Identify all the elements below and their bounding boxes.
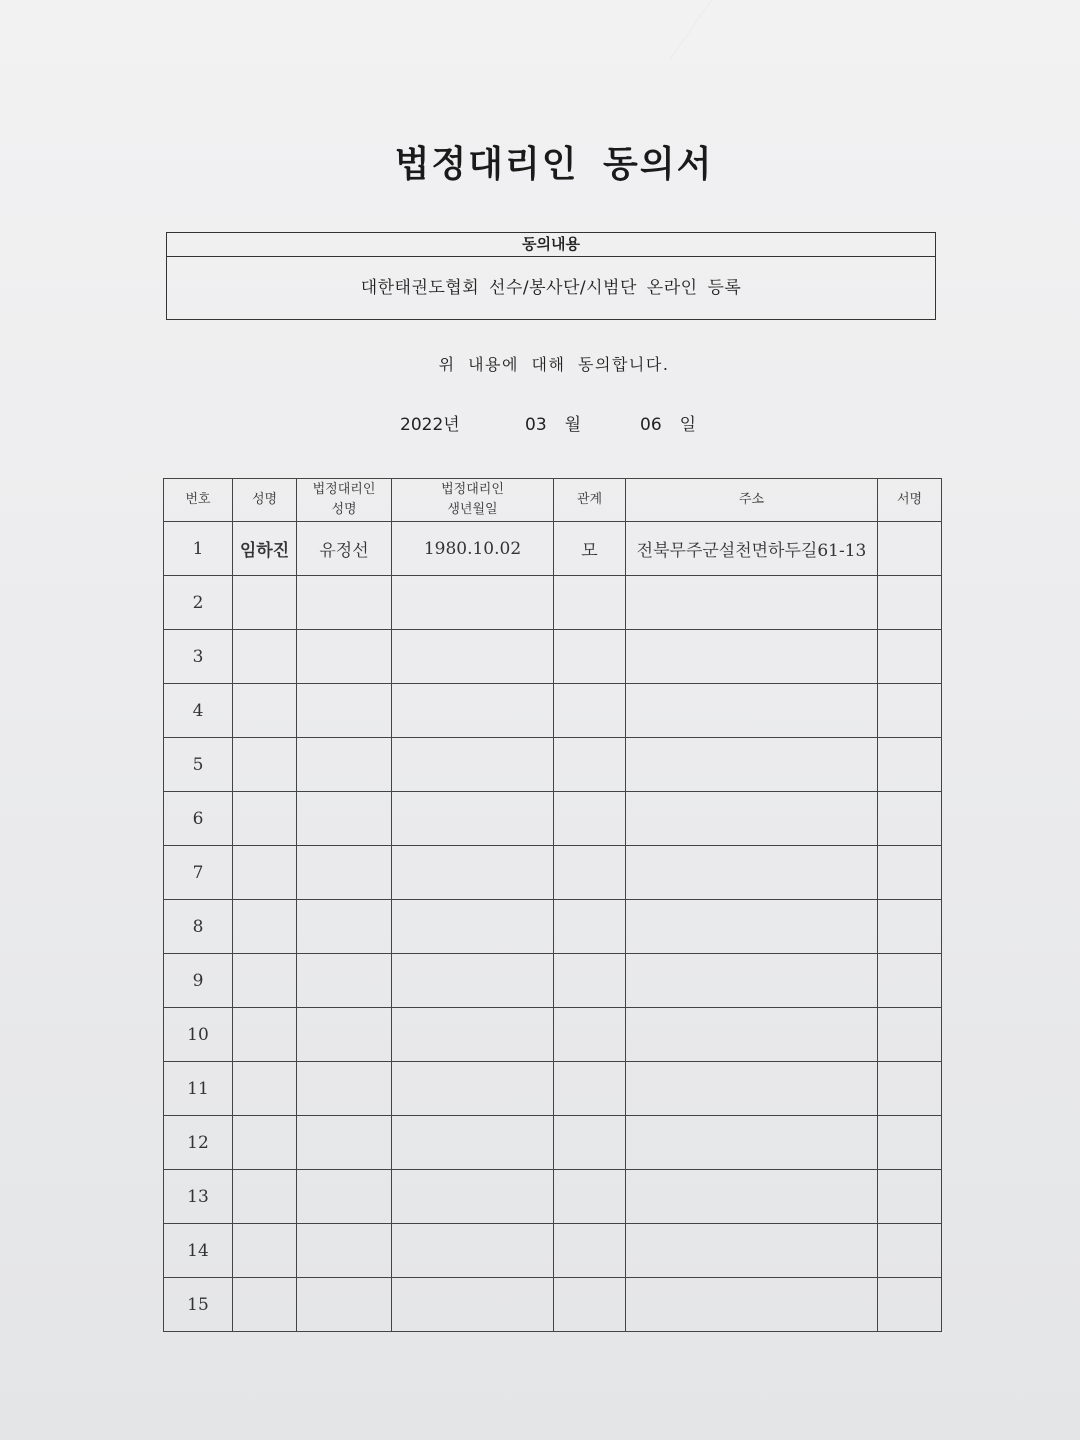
cell-relation [554, 1170, 626, 1224]
table-row [164, 738, 942, 792]
table-body [164, 522, 942, 1332]
cell-rep-name [297, 630, 392, 684]
cell-signature [878, 1116, 942, 1170]
cell-number: 13 [164, 1170, 233, 1224]
cell-address: 전북무주군설천면하두길61-13 [626, 522, 878, 576]
cell-number: 5 [164, 738, 233, 792]
cell-signature [878, 1170, 942, 1224]
cell-rep-birth [392, 900, 554, 954]
cell-rep-name [297, 792, 392, 846]
cell-number: 11 [164, 1062, 233, 1116]
header-rep-name [297, 479, 392, 522]
cell-rep-birth [392, 846, 554, 900]
table-row [164, 1062, 942, 1116]
cell-rep-birth [392, 1278, 554, 1332]
header-address: 주소 [626, 479, 878, 522]
cell-name: 임하진 [233, 522, 297, 576]
cell-rep-name [297, 1116, 392, 1170]
cell-address [626, 738, 878, 792]
header-rep-birth-line2: 생년월일 [447, 502, 498, 517]
cell-signature [878, 1008, 942, 1062]
table-header-row [164, 479, 942, 522]
cell-rep-name [297, 738, 392, 792]
cell-relation: 모 [554, 522, 626, 576]
cell-signature [878, 1062, 942, 1116]
cell-rep-name [297, 576, 392, 630]
cell-number: 6 [164, 792, 233, 846]
cell-signature [878, 522, 942, 576]
consent-content-text: 대한태권도협회 선수/봉사단/시범단 온라인 등록 [360, 278, 742, 298]
cell-address [626, 792, 878, 846]
cell-relation [554, 792, 626, 846]
cell-relation [554, 1116, 626, 1170]
date-month-value: 03 [525, 415, 547, 435]
header-rep-name-line1: 법정대리인 [312, 482, 376, 497]
cell-signature [878, 900, 942, 954]
cell-relation [554, 1008, 626, 1062]
table-row [164, 1224, 942, 1278]
cell-name [233, 900, 297, 954]
table-row [164, 1170, 942, 1224]
cell-signature [878, 738, 942, 792]
table-row [164, 522, 942, 576]
cell-signature [878, 846, 942, 900]
cell-number: 14 [164, 1224, 233, 1278]
cell-rep-name: 유정선 [297, 522, 392, 576]
cell-address [626, 1170, 878, 1224]
date-day [640, 410, 696, 435]
cell-rep-birth [392, 738, 554, 792]
cell-rep-name [297, 900, 392, 954]
cell-relation [554, 684, 626, 738]
cell-relation [554, 900, 626, 954]
cell-rep-name [297, 1224, 392, 1278]
representative-table [163, 478, 942, 1332]
header-rep-birth-line1: 법정대리인 [441, 482, 504, 497]
cell-address [626, 846, 878, 900]
cell-signature [878, 1224, 942, 1278]
header-rep-birth [392, 479, 554, 522]
cell-rep-birth [392, 576, 554, 630]
cell-name [233, 684, 297, 738]
cell-signature [878, 954, 942, 1008]
agreement-statement: 위 내용에 대해 동의합니다. [438, 355, 670, 374]
cell-relation [554, 1224, 626, 1278]
cell-address [626, 1062, 878, 1116]
cell-relation [554, 846, 626, 900]
table-row [164, 630, 942, 684]
cell-address [626, 1008, 878, 1062]
cell-relation [554, 738, 626, 792]
cell-relation [554, 576, 626, 630]
cell-number: 7 [164, 846, 233, 900]
cell-name [233, 846, 297, 900]
cell-rep-birth [392, 1008, 554, 1062]
header-name: 성명 [233, 479, 297, 522]
table-row [164, 1278, 942, 1332]
cell-rep-birth [392, 1170, 554, 1224]
cell-rep-birth [392, 684, 554, 738]
table-row [164, 954, 942, 1008]
cell-name [233, 738, 297, 792]
table-row [164, 900, 942, 954]
cell-signature [878, 1278, 942, 1332]
cell-number: 10 [164, 1008, 233, 1062]
paper-fold-shadow [669, 0, 792, 60]
cell-signature [878, 576, 942, 630]
cell-name [233, 576, 297, 630]
date-year: 2022년 [400, 415, 460, 435]
table-row [164, 1116, 942, 1170]
cell-rep-name [297, 1170, 392, 1224]
table-row [164, 576, 942, 630]
cell-rep-name [297, 954, 392, 1008]
cell-signature [878, 630, 942, 684]
cell-rep-birth [392, 792, 554, 846]
cell-rep-name [297, 1008, 392, 1062]
header-relation: 관계 [554, 479, 626, 522]
cell-number: 15 [164, 1278, 233, 1332]
cell-number: 4 [164, 684, 233, 738]
cell-rep-birth [392, 1224, 554, 1278]
cell-rep-name [297, 684, 392, 738]
document-title: 법정대리인 동의서 [394, 144, 714, 185]
cell-name [233, 1278, 297, 1332]
header-signature: 서명 [878, 479, 942, 522]
cell-name [233, 1116, 297, 1170]
cell-name [233, 1170, 297, 1224]
cell-rep-birth [392, 954, 554, 1008]
cell-rep-birth [392, 630, 554, 684]
cell-name [233, 630, 297, 684]
table-row [164, 846, 942, 900]
cell-number: 12 [164, 1116, 233, 1170]
cell-address [626, 1224, 878, 1278]
cell-relation [554, 1062, 626, 1116]
cell-address [626, 900, 878, 954]
cell-rep-birth [392, 1116, 554, 1170]
header-number: 번호 [164, 479, 233, 522]
consent-content-header: 동의내용 [167, 233, 935, 257]
cell-number: 8 [164, 900, 233, 954]
table-row [164, 792, 942, 846]
date-month-unit: 월 [564, 415, 582, 435]
date-month [525, 410, 581, 435]
cell-rep-name [297, 1278, 392, 1332]
cell-signature [878, 684, 942, 738]
cell-number: 2 [164, 576, 233, 630]
cell-address [626, 1278, 878, 1332]
cell-address [626, 684, 878, 738]
cell-relation [554, 954, 626, 1008]
cell-name [233, 1224, 297, 1278]
cell-rep-name [297, 1062, 392, 1116]
cell-relation [554, 630, 626, 684]
date-day-value: 06 [640, 415, 662, 435]
cell-name [233, 1008, 297, 1062]
date-day-unit: 일 [679, 415, 697, 435]
cell-address [626, 1116, 878, 1170]
cell-rep-name [297, 846, 392, 900]
cell-address [626, 954, 878, 1008]
cell-number: 9 [164, 954, 233, 1008]
cell-address [626, 576, 878, 630]
cell-rep-birth [392, 1062, 554, 1116]
table-row [164, 684, 942, 738]
cell-number: 1 [164, 522, 233, 576]
cell-number: 3 [164, 630, 233, 684]
cell-rep-birth: 1980.10.02 [392, 522, 554, 576]
consent-content-box [166, 232, 936, 320]
cell-address [626, 630, 878, 684]
cell-signature [878, 792, 942, 846]
cell-name [233, 954, 297, 1008]
header-rep-name-line2: 성명 [331, 502, 357, 517]
table-row [164, 1008, 942, 1062]
cell-relation [554, 1278, 626, 1332]
cell-name [233, 1062, 297, 1116]
cell-name [233, 792, 297, 846]
